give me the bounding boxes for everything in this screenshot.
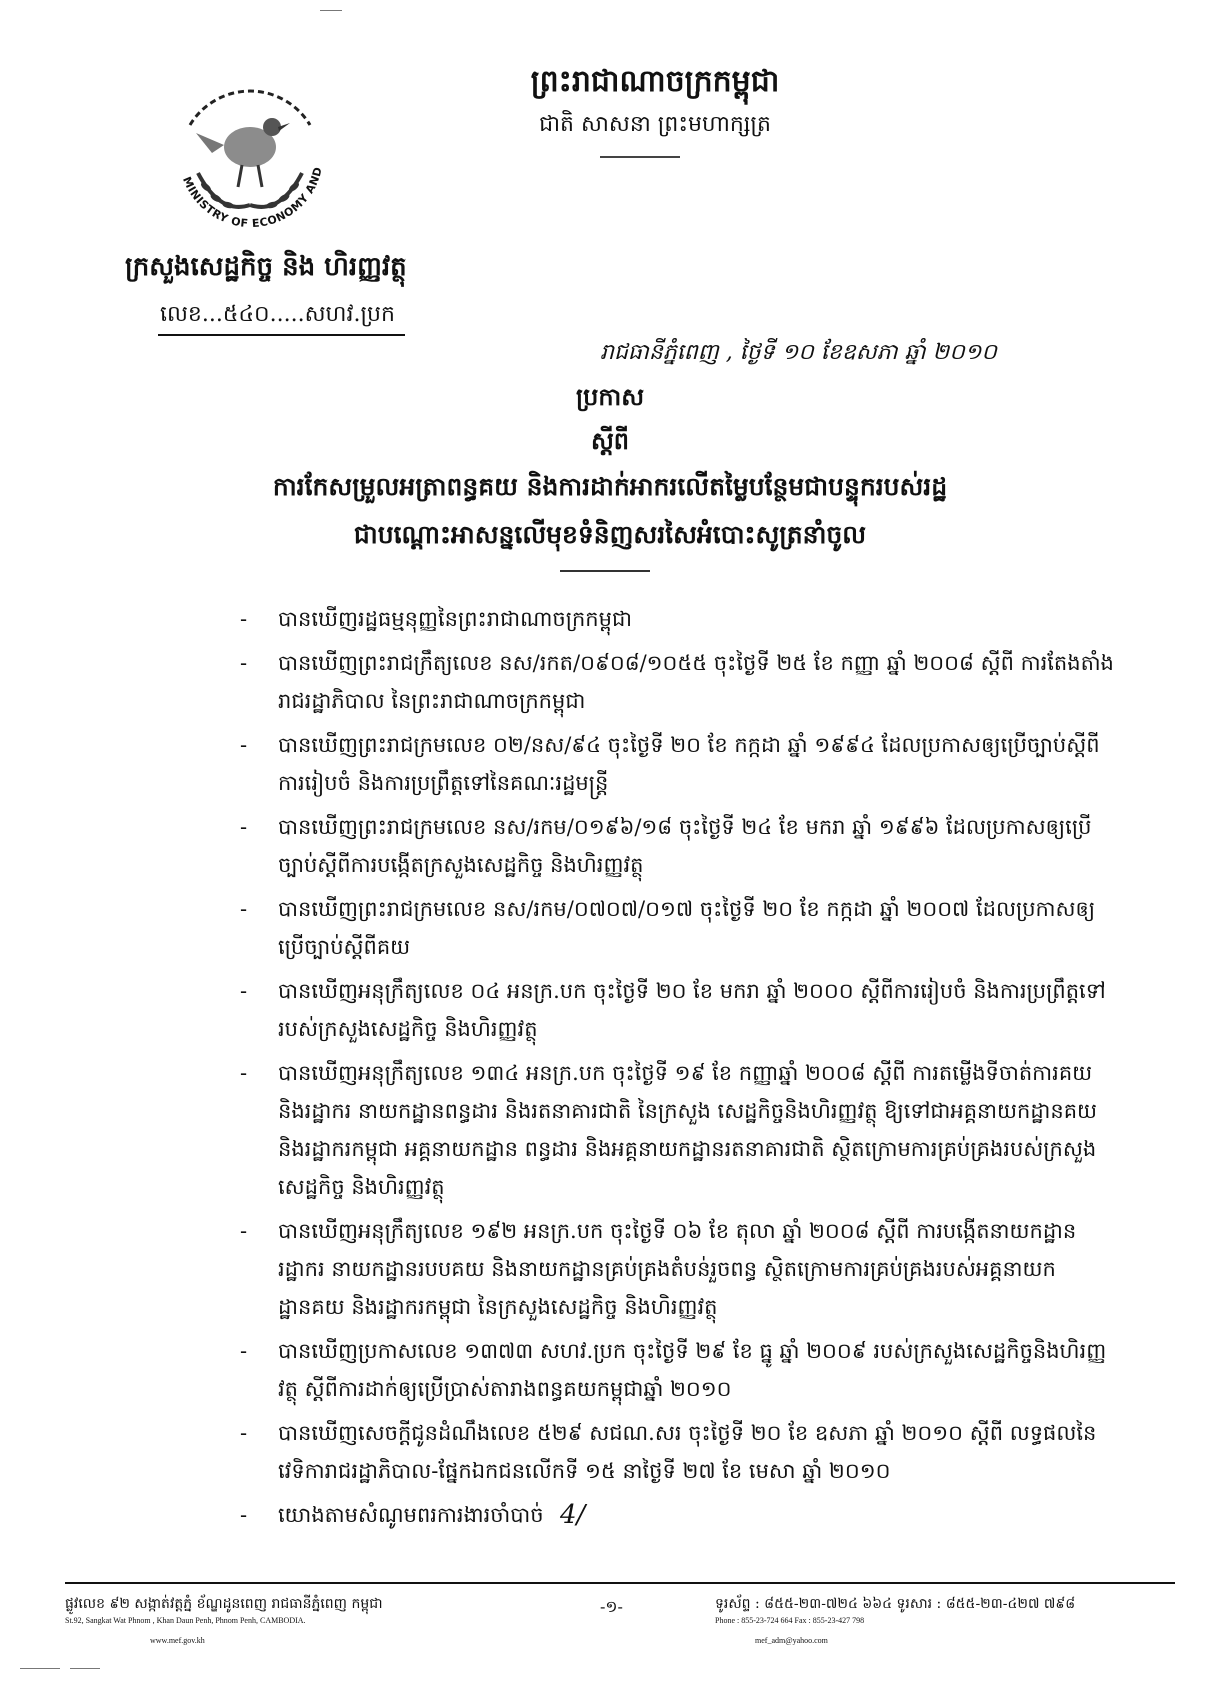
page-number: -១- [600,1597,623,1616]
signature-mark: 4/ [560,1500,586,1530]
list-item: - បានឃើញប្រកាសលេខ ១៣៧៣ សហវ.ប្រក ចុះថ្ងៃទី ២៩ ខែ ធ្នូ ឆ្នាំ ២០០៩ របស់ក្រសួងសេដ្ឋកិច្ចនិងហិរញ្ញវត្ថុ ស្តីពីការដាក់ឲ្យប្រើប្រាស់តារាងពន្ធគយកម្ពុជាឆ្នាំ ២០១០ [240,1339,1107,1401]
reference-number [160,300,395,332]
list-item: - បានឃើញអនុក្រឹត្យលេខ ១៩២ អនក្រ.បក ចុះថ្ងៃទី ០៦ ខែ តុលា ឆ្នាំ ២០០៨ ស្តីពី ការបង្កើតនាយកដ្ឋានរដ្ឋាករ នាយកដ្ឋានរបបគយ និងនាយកដ្ឋានគ្រប់គ្រងតំបន់រួចពន្ធ ស្ថិតក្រោមការគ្រប់គ្រងរបស់អគ្គនាយកដ្ឋានគយ និងរដ្ឋាករកម្ពុជា នៃក្រសួងសេដ្ឋកិច្ច និងហិរញ្ញវត្ថុ [240,1219,1077,1319]
list-item: - បានឃើញព្រះរាជក្រមលេខ នស/រកម/០១៩៦/១៨ ចុះថ្ងៃទី ២៤ ខែ មករា ឆ្នាំ ១៩៩៦ ដែលប្រកាសឲ្យប្រើច្បាប់ស្តីពីការបង្កើតក្រសួងសេដ្ឋកិច្ច និងហិរញ្ញវត្ថុ [240,815,1092,877]
ministry-name: ក្រសួងសេដ្ឋកិច្ច និង ហិរញ្ញវត្ថុ [125,252,407,282]
list-item: - បានឃើញព្រះរាជក្រឹត្យលេខ នស/រកត/០៩០៨/១០៥៥ ចុះថ្ងៃទី ២៥ ខែ កញ្ញា ឆ្នាំ ២០០៨ ស្តីពី ការតែងតាំងរាជរដ្ឋាភិបាល នៃព្រះរាជាណាចក្រកម្ពុជា [240,651,1114,713]
scan-mark [20,1668,60,1669]
document-title-line2: ជាបណ្តោះអាសន្នលើមុខទំនិញសរសៃអំបោះសូត្រនាំចូល [353,520,867,549]
list-item: - បានឃើញរដ្ឋធម្មនុញ្ញនៃព្រះរាជាណាចក្រកម្ពុជា [240,607,632,631]
document-title-line1: ការកែសម្រួលអត្រាពន្ធគយ និងការដាក់អាករលើតម្លៃបន្ថែមជាបន្ទុករបស់រដ្ឋ [272,472,948,501]
document-type: ប្រកាស [575,382,645,411]
footer-address-kh: ផ្លូវលេខ ៩២ សង្កាត់វត្តភ្នំ ខ័ណ្ឌដូនពេញ រាជធានីភ្នំពេញ កម្ពុជា [65,1596,383,1612]
list-item: - បានឃើញអនុក្រឹត្យលេខ ១៣៤ អនក្រ.បក ចុះថ្ងៃទី ១៩ ខែ កញ្ញាឆ្នាំ ២០០៨ ស្តីពី ការតម្លើងទីចាត់ការគយ និងរដ្ឋាករ នាយកដ្ឋានពន្ធដារ និងរតនាគារជាតិ នៃក្រសួង សេដ្ឋកិច្ចនិងហិរញ្ញវត្ថុ ឱ្យទៅជាអគ្គនាយកដ្ឋានគយ និងរដ្ឋាករកម្ពុជា អគ្គនាយកដ្ឋាន ពន្ធដារ និងអគ្គនាយកដ្ឋានរតនាគារជាតិ ស្ថិតក្រោមការគ្រប់គ្រងរបស់ក្រសួងសេដ្ឋកិច្ច និងហិរញ្ញវត្ថុ [240,1061,1098,1199]
dateline: រាជធានីភ្នំពេញ , ថ្ងៃទី ១០ ខែឧសភា ឆ្នាំ ២០១០ [600,340,997,365]
reference-text: លេខ...៥៤០.....សហវ.ប្រក [160,302,395,327]
footer-phone-en: Phone : 855-23-724 664 Fax : 855-23-427 798 [715,1616,865,1625]
kingdom-title: ព្រះរាជាណាចក្រកម្ពុជា [530,64,780,99]
motto-divider [600,156,680,158]
scan-mark [320,10,342,11]
ministry-seal [150,55,350,255]
list-item: - យោងតាមសំណូមពរការងារចាំបាច់ [240,1503,544,1527]
footer-address-en: St.92, Sangkat Wat Phnom , Khan Daun Penh, Phnom Penh, CAMBODIA. [65,1616,306,1625]
footer-email: mef_adm@yahoo.com [755,1636,828,1645]
scan-mark [70,1668,100,1669]
document-about: ស្តីពី [590,426,630,455]
footer-divider [65,1582,1175,1584]
footer-phone-kh: ទូរស័ព្ទ : ៨៥៥-២៣-៧២៤ ៦៦៤ ទូរសារ : ៨៥៥-២៣-៤២៧ ៧៩៨ [715,1596,1076,1612]
seal-text: MINISTRY OF ECONOMY AND [180,165,325,231]
list-item: - បានឃើញអនុក្រឹត្យលេខ ០៤ អនក្រ.បក ចុះថ្ងៃទី ២០ ខែ មករា ឆ្នាំ ២០០០ ស្តីពីការរៀបចំ និងការប្រព្រឹត្តទៅរបស់ក្រសួងសេដ្ឋកិច្ច និងហិរញ្ញវត្ថុ [240,979,1106,1041]
title-divider [560,570,650,572]
list-item: - បានឃើញព្រះរាជក្រមលេខ ០២/នស/៩៤ ចុះថ្ងៃទី ២០ ខែ កក្កដា ឆ្នាំ ១៩៩៤ ដែលប្រកាសឲ្យប្រើច្បាប់ស្តីពីការរៀបចំ និងការប្រព្រឹត្តទៅនៃគណៈរដ្ឋមន្ត្រី [240,733,1100,795]
preamble-list [240,600,1120,1540]
footer-website: www.mef.gov.kh [150,1636,205,1645]
list-item: - បានឃើញព្រះរាជក្រមលេខ នស/រកម/០៧០៧/០១៧ ចុះថ្ងៃទី ២០ ខែ កក្កដា ឆ្នាំ ២០០៧ ដែលប្រកាសឲ្យប្រើច្បាប់ស្តីពីគយ [240,897,1096,959]
national-motto: ជាតិ សាសនា ព្រះមហាក្សត្រ [539,112,771,137]
list-item: - បានឃើញសេចក្តីជូនដំណឹងលេខ ៥២៩ សជណ.សរ ចុះថ្ងៃទី ២០ ខែ ឧសភា ឆ្នាំ ២០១០ ស្តីពី លទ្ធផលនៃវេទិការាជរដ្ឋាភិបាល-ផ្នែកឯកជនលើកទី ១៥ នាថ្ងៃទី ២៧ ខែ មេសា ឆ្នាំ ២០១០ [240,1421,1097,1483]
